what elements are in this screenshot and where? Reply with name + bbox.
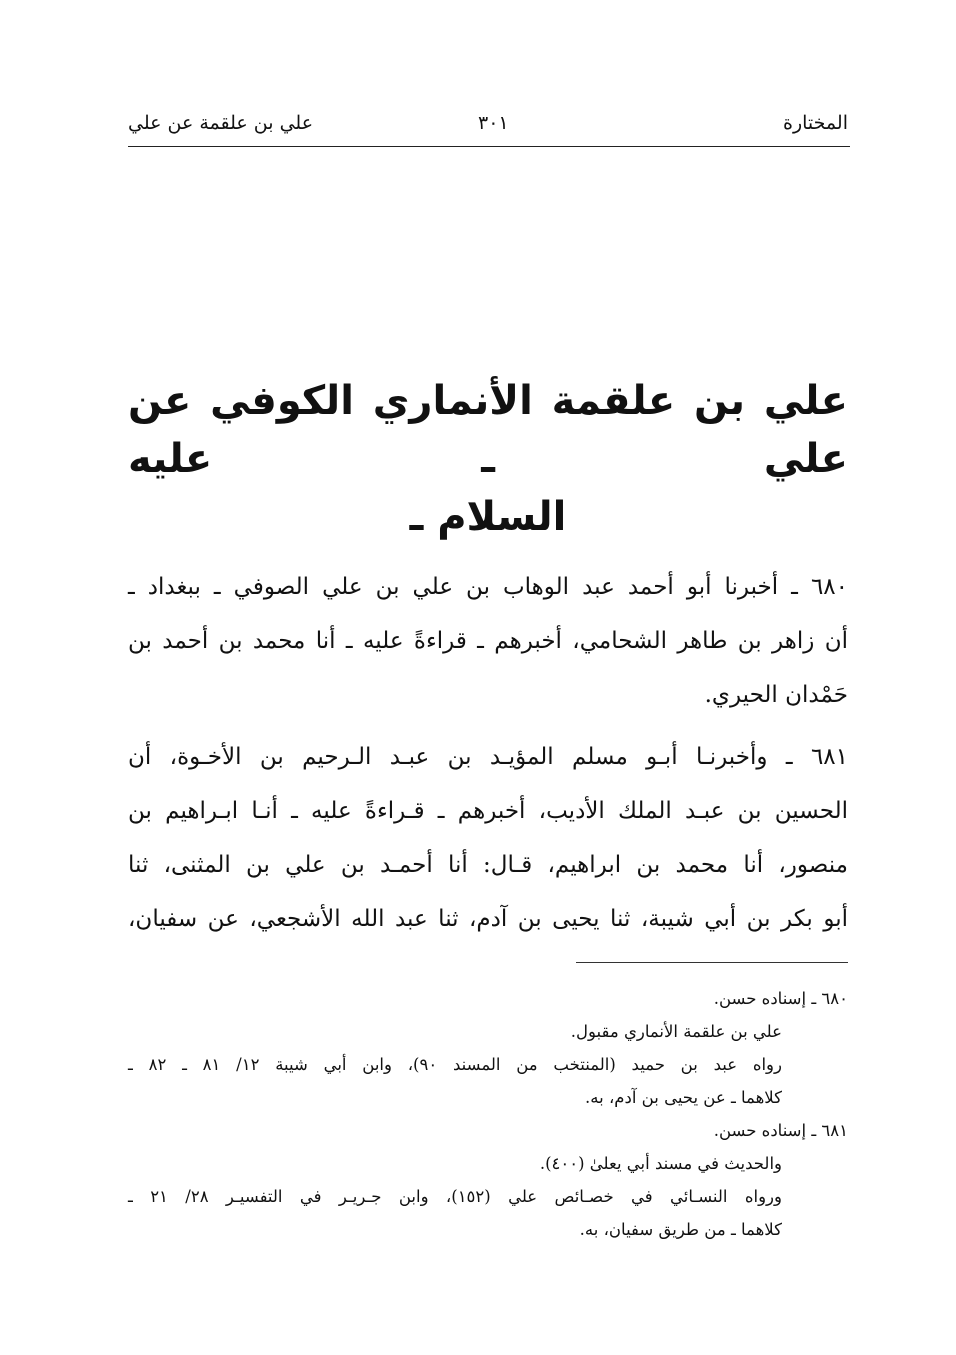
footnote-line: ٦٨٠ ـ إسناده حسن. (713, 989, 848, 1008)
header-book-title: المختارة (783, 112, 848, 134)
text-line: الحسين بن عبـد الملك الأديب، أخبرهم ـ قـراءةً عليه ـ أنـا ابـراهيم بن (128, 798, 848, 824)
footnote-line: علي بن علقمة الأنماري مقبول. (570, 1022, 782, 1041)
text-line: حَمْدان الحيري. (704, 682, 848, 708)
footnotes (128, 982, 848, 1246)
text-line: أن زاهر بن طاهر الشحامي، أخبرهم ـ قراءةً عليه ـ أنا محمد بن أحمد بن (128, 628, 848, 654)
hadith-680 (128, 560, 848, 722)
text-line: ٦٨٠ ـ أخبرنا أبو أحمد عبد الوهاب بن علي بن علي الصوفي ـ ببغداد ـ (128, 574, 848, 600)
footnote-line: كلاهما ـ عن يحيى بن آدم، به. (585, 1088, 782, 1107)
header-divider (128, 146, 850, 147)
hadith-681 (128, 730, 848, 946)
section-heading-line-2: السلام ـ (409, 494, 567, 540)
section-heading (128, 372, 848, 546)
text-line: ٦٨١ ـ وأخبرنـا أبـو مسلم المؤيـد بن عبـد الـرحيم بن الأخـوة، أن (128, 744, 848, 770)
footnote-divider (576, 962, 848, 963)
text-line: منصور، أنا محمد بن ابراهيم، قـال: أنا أحمـد بن علي بن المثنى، ثنا (128, 852, 848, 878)
header-chapter-title: علي بن علقمة عن علي (128, 112, 314, 134)
page-number: ٣٠١ (478, 112, 509, 134)
footnote-line: ٦٨١ ـ إسناده حسن. (713, 1121, 848, 1140)
footnote-line: ورواه النسـائي في خصـائص علي (١٥٢)، وابن جـريـر في التفسيـر ٢٨/ ٢١ ـ (128, 1187, 782, 1206)
footnote-line: كلاهما ـ من طريق سفيان، به. (579, 1220, 782, 1239)
section-heading-line-1: علي بن علقمة الأنماري الكوفي عن علي ـ عليه (128, 378, 848, 482)
running-header (128, 112, 848, 142)
footnote-line: رواه عبد بن حميد (المنتخب من المسند ٩٠)، وابن أبي شيبة ١٢/ ٨١ ـ ٨٢ ـ (128, 1055, 782, 1074)
text-line: أبو بكر بن أبي شيبة، ثنا يحيى بن آدم، ثنا عبد الله الأشجعي، عن سفيان، (128, 906, 848, 932)
footnote-line: والحديث في مسند أبي يعلىٰ (٤٠٠). (539, 1154, 782, 1173)
